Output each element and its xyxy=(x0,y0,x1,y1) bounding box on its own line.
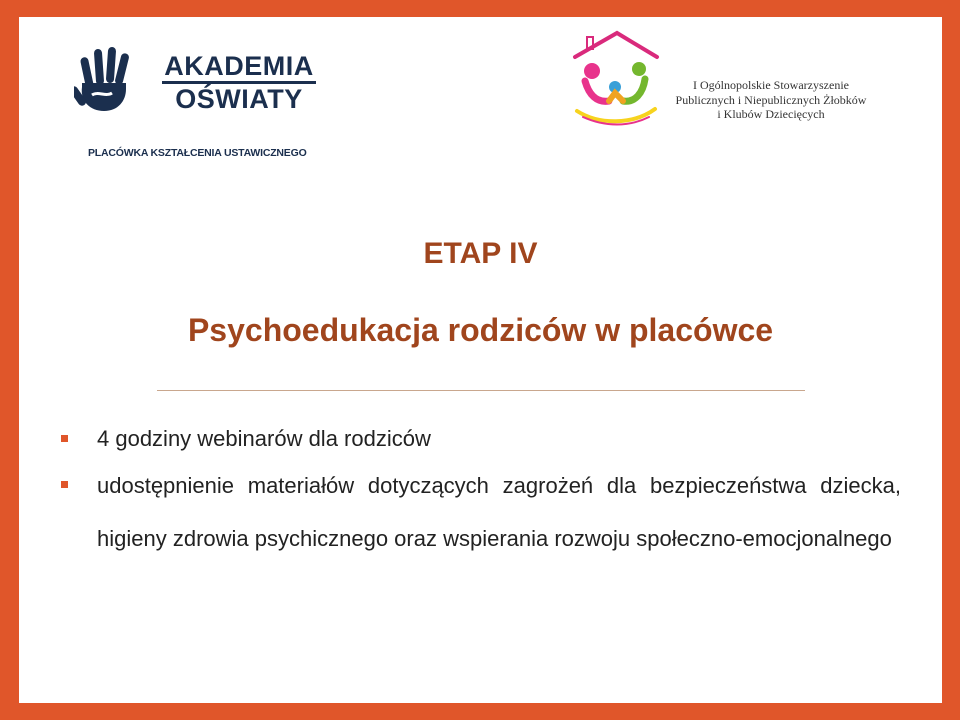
association-logo xyxy=(569,29,919,139)
bullet-item xyxy=(59,421,901,457)
association-name-line2: Publicznych i Niepublicznych Żłobków xyxy=(675,92,867,107)
bullet-item xyxy=(59,467,901,573)
bullet-text: udostępnienie materiałów dotyczących zagrożeń dla bezpieczeństwa dziecka, higieny zdrowia psychicznego oraz wspierania rozwoju społeczno-emocjonalnego xyxy=(97,473,901,551)
hand-icon xyxy=(74,45,136,115)
association-name-line1: I Ogólnopolskie Stowarzyszenie xyxy=(693,78,849,92)
title-divider xyxy=(157,390,805,391)
association-name xyxy=(651,78,891,122)
square-bullet-icon xyxy=(61,435,68,442)
logo-title-line2: OŚWIATY xyxy=(162,81,316,114)
bullet-list xyxy=(59,421,901,573)
square-bullet-icon xyxy=(61,481,68,488)
association-name-line3: i Klubów Dziecięcych xyxy=(717,107,825,121)
logo-title-line1: AKADEMIA xyxy=(164,51,314,81)
logo-title xyxy=(144,51,334,114)
main-title: Psychoedukacja rodziców w placówce xyxy=(187,312,774,348)
slide xyxy=(19,17,942,703)
akademia-oswiaty-logo xyxy=(74,45,334,165)
logo-subtitle: PLACÓWKA KSZTAŁCENIA USTAWICZNEGO xyxy=(88,147,307,159)
house-family-icon xyxy=(569,29,664,127)
bullet-text: 4 godziny webinarów dla rodziców xyxy=(97,426,431,451)
stage-title: ETAP IV xyxy=(423,237,538,270)
